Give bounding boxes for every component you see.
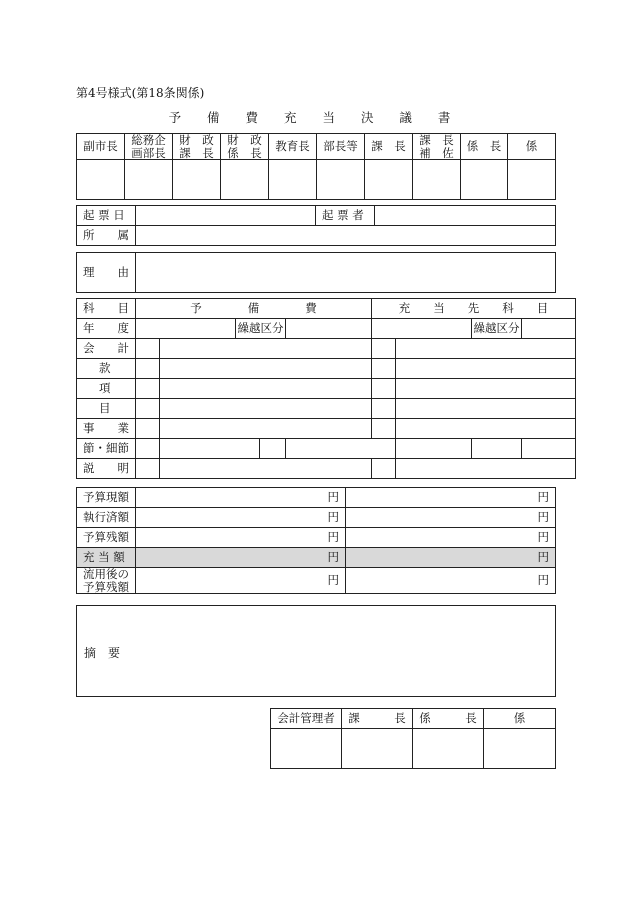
code-cell[interactable] [136, 379, 160, 399]
name-cell[interactable] [472, 439, 522, 459]
target-amount-appropriation[interactable]: 円 [346, 548, 556, 568]
code-cell[interactable] [372, 419, 396, 439]
reserve-amount-current[interactable]: 円 [136, 488, 346, 508]
approval-head-staff: 係 [508, 134, 556, 160]
target-carry-field[interactable] [522, 319, 576, 339]
approval-head-finance-unit-chief: 財 政 係 長 [221, 134, 269, 160]
dept-field[interactable] [136, 226, 556, 246]
stamp-cell[interactable] [221, 160, 269, 200]
stamp-cell[interactable] [413, 160, 461, 200]
stamp-cell[interactable] [508, 160, 556, 200]
row-label-moku: 目 [77, 399, 136, 419]
subject-table [76, 298, 576, 479]
budget-label-executed: 執行済額 [77, 508, 136, 528]
stamp-cell[interactable] [125, 160, 173, 200]
target-subject-header: 充 当 先 科 目 [372, 299, 576, 319]
stamp-cell[interactable] [342, 729, 413, 769]
code-cell[interactable] [396, 439, 472, 459]
reserve-amount-after-transfer[interactable]: 円 [136, 568, 346, 594]
stamp-cell[interactable] [173, 160, 221, 200]
row-label-kan: 款 [77, 359, 136, 379]
author-label: 起 票 者 [316, 206, 375, 226]
memo-box[interactable] [76, 605, 556, 697]
approval-head-assistant-chief: 課 長 補 佐 [413, 134, 461, 160]
row-label-description: 説 明 [77, 459, 136, 479]
document-title: 予 備 費 充 当 決 議 書 [168, 110, 462, 125]
dept-label: 所 属 [77, 226, 136, 246]
stamp-cell[interactable] [461, 160, 508, 200]
approval-head-finance-section-chief: 財 政 課 長 [173, 134, 221, 160]
approval-head-director: 部長等 [317, 134, 365, 160]
code-cell[interactable] [136, 339, 160, 359]
code-cell[interactable] [136, 439, 160, 459]
code-cell[interactable] [260, 439, 286, 459]
stamp-cell[interactable] [413, 729, 484, 769]
name-cell[interactable] [160, 379, 372, 399]
budget-label-current: 予算現額 [77, 488, 136, 508]
name-cell[interactable] [160, 399, 372, 419]
accounting-head-manager: 会計管理者 [271, 709, 342, 729]
reserve-fund-header: 予 備 費 [136, 299, 372, 319]
row-label-account: 会 計 [77, 339, 136, 359]
accounting-head-section-chief: 課 長 [342, 709, 413, 729]
reason-field[interactable] [136, 253, 556, 293]
reserve-amount-appropriation[interactable]: 円 [136, 548, 346, 568]
code-cell[interactable] [136, 399, 160, 419]
name-cell[interactable] [396, 459, 576, 479]
name-cell[interactable] [160, 459, 372, 479]
target-year-field[interactable] [372, 319, 472, 339]
approval-head-unit-chief: 係 長 [461, 134, 508, 160]
target-amount-executed[interactable]: 円 [346, 508, 556, 528]
approval-head-general-affairs: 総務企 画部長 [125, 134, 173, 160]
name-cell[interactable] [160, 419, 372, 439]
approval-head-superintendent: 教育長 [269, 134, 317, 160]
target-carry-label: 繰越区分 [472, 319, 522, 339]
name-cell[interactable] [396, 399, 576, 419]
reserve-carry-field[interactable] [286, 319, 372, 339]
stamp-cell[interactable] [484, 729, 556, 769]
budget-label-remaining: 予算残額 [77, 528, 136, 548]
year-label: 年 度 [77, 319, 136, 339]
stamp-cell[interactable] [77, 160, 125, 200]
reserve-amount-remaining[interactable]: 円 [136, 528, 346, 548]
accounting-head-staff: 係 [484, 709, 556, 729]
name-cell[interactable] [396, 359, 576, 379]
accounting-table [270, 708, 556, 769]
subject-label: 科 目 [77, 299, 136, 319]
approval-head-section-chief: 課 長 [365, 134, 413, 160]
name-cell[interactable] [396, 419, 576, 439]
form-number: 第4号様式(第18条関係) [76, 86, 205, 100]
date-field[interactable] [136, 206, 316, 226]
name-cell[interactable] [396, 339, 576, 359]
name-cell[interactable] [160, 439, 260, 459]
reserve-year-field[interactable] [136, 319, 236, 339]
target-amount-after-transfer[interactable]: 円 [346, 568, 556, 594]
code-cell[interactable] [372, 399, 396, 419]
accounting-head-unit-chief: 係 長 [413, 709, 484, 729]
row-label-section: 節・細節 [77, 439, 136, 459]
row-label-project: 事 業 [77, 419, 136, 439]
name-cell[interactable] [396, 379, 576, 399]
name-cell[interactable] [160, 359, 372, 379]
stamp-cell[interactable] [269, 160, 317, 200]
date-label: 起 票 日 [77, 206, 136, 226]
code-cell[interactable] [136, 359, 160, 379]
reason-table [76, 252, 556, 293]
name-cell[interactable] [286, 439, 396, 459]
approval-head-vice-mayor: 副市長 [77, 134, 125, 160]
code-cell[interactable] [136, 459, 160, 479]
reason-label: 理 由 [77, 253, 136, 293]
code-cell[interactable] [372, 379, 396, 399]
target-amount-current[interactable]: 円 [346, 488, 556, 508]
author-field[interactable] [375, 206, 556, 226]
row-label-kou: 項 [77, 379, 136, 399]
stamp-cell[interactable] [317, 160, 365, 200]
code-cell[interactable] [372, 339, 396, 359]
name-cell[interactable] [160, 339, 372, 359]
memo-label: 摘 要 [84, 646, 121, 660]
stamp-cell[interactable] [271, 729, 342, 769]
reserve-carry-label: 繰越区分 [236, 319, 286, 339]
info-table [76, 205, 556, 246]
budget-table [76, 487, 556, 594]
budget-label-after-transfer: 流用後の 予算残額 [77, 568, 136, 594]
budget-label-appropriation: 充 当 額 [77, 548, 136, 568]
code-cell[interactable] [136, 419, 160, 439]
reserve-amount-executed[interactable]: 円 [136, 508, 346, 528]
approval-table [76, 133, 556, 200]
code-cell[interactable] [522, 439, 576, 459]
target-amount-remaining[interactable]: 円 [346, 528, 556, 548]
code-cell[interactable] [372, 459, 396, 479]
stamp-cell[interactable] [365, 160, 413, 200]
code-cell[interactable] [372, 359, 396, 379]
